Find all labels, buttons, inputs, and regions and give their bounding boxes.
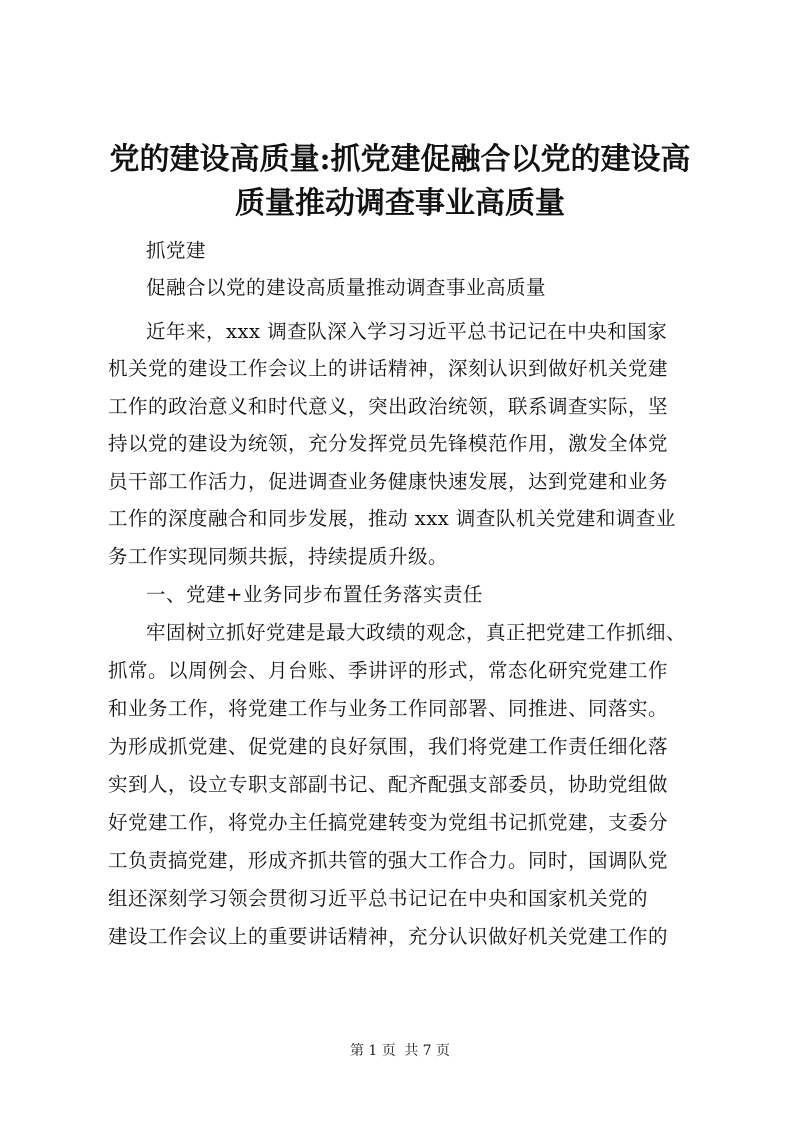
paragraph-line: 近年来，xxx 调查队深入学习习近平总书记记在中央和国家 bbox=[146, 320, 668, 343]
subheading-line: 抓党建 bbox=[146, 239, 207, 262]
document-title-line-2: 质量推动调查事业高质量 bbox=[235, 186, 565, 221]
paragraph-line: 工作的深度融合和同步发展，推动 xxx 调查队机关党建和调查业 bbox=[108, 507, 676, 530]
paragraph-line: 组还深刻学习领会贯彻习近平总书记记在中央和国家机关党的 bbox=[108, 887, 649, 910]
subheading-line: 促融合以党的建设高质量推动调查事业高质量 bbox=[146, 276, 547, 299]
paragraph-line: 为形成抓党建、促党建的良好氛围，我们将党建工作责任细化落 bbox=[108, 735, 669, 758]
paragraph-line: 抓常。以周例会、月台账、季讲评的形式，常态化研究党建工作 bbox=[108, 659, 669, 682]
paragraph-line: 机关党的建设工作会议上的讲话精神，深刻认识到做好机关党建 bbox=[108, 357, 669, 380]
page-number: 第 1 页 bbox=[349, 1043, 396, 1059]
paragraph-line: 好党建工作，将党办主任搞党建转变为党组书记抓党建，支委分 bbox=[108, 811, 669, 834]
document-title-line-1: 党的建设高质量:抓党建促融合以党的建设高 bbox=[109, 142, 691, 177]
paragraph-line: 和业务工作，将党建工作与业务工作同部署、同推进、同落实。 bbox=[108, 697, 669, 720]
paragraph-line: 工作的政治意义和时代意义，突出政治统领，联系调查实际，坚 bbox=[108, 395, 669, 418]
paragraph-line: 建设工作会议上的重要讲话精神，充分认识做好机关党建工作的 bbox=[108, 925, 669, 948]
paragraph-line: 务工作实现同频共振，持续提质升级。 bbox=[108, 545, 449, 568]
page-footer bbox=[0, 1041, 800, 1061]
paragraph-line: 持以党的建设为统领，充分发挥党员先锋模范作用，激发全体党 bbox=[108, 432, 669, 455]
paragraph-line: 员干部工作活力，促进调查业务健康快速发展，达到党建和业务 bbox=[108, 470, 669, 493]
paragraph-line: 牢固树立抓好党建是最大政绩的观念，真正把党建工作抓细、 bbox=[146, 621, 687, 644]
page-total: 共 7 页 bbox=[404, 1043, 451, 1059]
section-heading: 一、党建+业务同步布置任务落实责任 bbox=[146, 583, 483, 606]
paragraph-line: 工负责搞党建，形成齐抓共管的强大工作合力。同时，国调队党 bbox=[108, 849, 669, 872]
paragraph-line: 实到人，设立专职支部副书记、配齐配强支部委员，协助党组做 bbox=[108, 773, 669, 796]
